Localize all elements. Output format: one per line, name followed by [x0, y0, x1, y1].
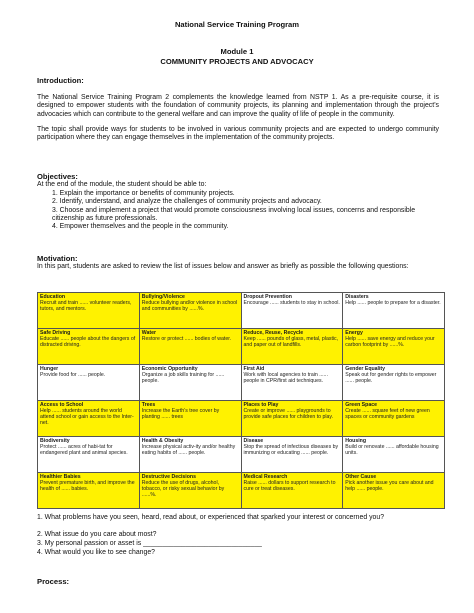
- issue-title: Medical Research: [243, 474, 288, 480]
- issue-title: Water: [141, 330, 156, 336]
- issues-row: [38, 293, 445, 329]
- question-2: 2. What issue do you care about most?: [37, 531, 157, 538]
- issue-title: Places to Play: [243, 402, 279, 408]
- introduction-paragraph-1: The National Service Training Program 2 complements the knowledge learned from NSTP 1. As a pre-requisite course, it is designed to empower students with the foundation of community projects, its planning and implementation through the project’s advocacies which can contribute to the general welfare and can improve the quality of life of people in the community.: [37, 94, 439, 118]
- objective-item: 3. Choose and implement a project that would promote consciousness involving local issues, concerns and responsible citizenship as future professionals.: [52, 206, 416, 222]
- issue-description: Increase physical activ-ity and/or healthy eating habits of ...... people.: [141, 444, 236, 457]
- issues-row: [38, 437, 445, 473]
- issue-description: Keep ...... pounds of glass, metal, plastic, and paper out of landfills.: [243, 336, 339, 349]
- issue-description: Restore or protect ...... bodies of water.: [141, 336, 232, 343]
- issue-title: Green Space: [345, 402, 377, 408]
- issue-title: Trees: [141, 402, 156, 408]
- issues-table: [37, 292, 445, 509]
- issue-description: Educate ...... people about the dangers of distracted driving.: [40, 336, 136, 349]
- issue-description: Help ...... save energy and reduce your carbon footprint by ......%.: [345, 336, 435, 349]
- issue-cell: [139, 365, 241, 401]
- issue-description: Work with local agencies to train ...... people in CPR/first aid techniques.: [243, 372, 328, 385]
- issue-description: Build or renovate ...... affordable housing units.: [345, 444, 439, 457]
- issue-description: Pick another issue you care about and help ...... people.: [345, 480, 434, 493]
- issue-cell: [241, 473, 343, 509]
- motivation-heading: Motivation:: [37, 254, 78, 263]
- module-title: COMMUNITY PROJECTS AND ADVOCACY: [160, 57, 314, 66]
- issue-title: Economic Opportunity: [141, 366, 198, 372]
- issue-cell: [343, 365, 445, 401]
- issue-cell: [343, 473, 445, 509]
- process-heading: Process:: [37, 577, 70, 586]
- issue-description: Help ...... people to prepare for a disaster.: [345, 300, 441, 307]
- issues-row: [38, 365, 445, 401]
- issue-cell: [38, 437, 140, 473]
- issue-title: Destructive Decisions: [141, 474, 196, 480]
- issue-title: Safe Driving: [40, 330, 71, 336]
- issue-title: Access to School: [40, 402, 84, 408]
- issue-cell: [241, 365, 343, 401]
- issue-cell: [38, 365, 140, 401]
- issue-cell: [343, 329, 445, 365]
- issue-description: Protect ...... acres of habi-tat for endangered plant and animal species.: [40, 444, 128, 457]
- question-4: 4. What would you like to see change?: [37, 549, 155, 556]
- issue-title: Disease: [243, 438, 264, 444]
- objectives-list: [52, 190, 432, 231]
- issue-cell: [343, 293, 445, 329]
- issue-description: Speak out for gender rights to empower ...... people.: [345, 372, 437, 385]
- issue-cell: [38, 329, 140, 365]
- issue-cell: [38, 293, 140, 329]
- issue-description: Increase the Earth’s tree cover by planting ...... trees: [141, 408, 220, 421]
- issue-cell: [139, 437, 241, 473]
- issue-title: Education: [40, 294, 66, 300]
- issue-cell: [343, 401, 445, 437]
- issue-description: Organize a job skills training for ...... people.: [141, 372, 225, 385]
- module-number: Module 1: [220, 47, 254, 56]
- issue-description: Raise ...... dollars to support research to cure or treat diseases.: [243, 480, 336, 493]
- objective-item: 4. Empower themselves and the people in the community.: [52, 223, 229, 231]
- program-title: National Service Training Program: [174, 20, 300, 29]
- issue-title: Gender Equality: [345, 366, 386, 372]
- issues-row: [38, 401, 445, 437]
- issue-description: Recruit and train ...... volunteer readers, tutors, and mentors.: [40, 300, 132, 313]
- issue-cell: [139, 329, 241, 365]
- objective-item: 1. Explain the importance or benefits of community projects.: [52, 190, 235, 197]
- issue-description: Help ...... students around the world attend school or gain access to the Inter-net.: [40, 408, 134, 427]
- issue-cell: [241, 401, 343, 437]
- issue-title: Reduce, Reuse, Recycle: [243, 330, 304, 336]
- motivation-lead: In this part, students are asked to review the list of issues below and answer as briefly as possible the following questions:: [37, 263, 409, 270]
- introduction-paragraph-2: The topic shall provide ways for students to be involved in various community projects and are expected to undergo community participation where they can engage themselves in the implementation of the community projects.: [37, 126, 439, 142]
- issue-description: Stop the spread of infectious diseases by immunizing or educating ...... people.: [243, 444, 339, 457]
- issue-description: Create ...... square feet of new green spaces or community gardens: [345, 408, 430, 421]
- issue-title: Other Cause: [345, 474, 377, 480]
- issue-title: First Aid: [243, 366, 265, 372]
- issue-description: Encourage ...... students to stay in school.: [243, 300, 340, 307]
- issue-cell: [38, 401, 140, 437]
- issue-cell: [38, 473, 140, 509]
- issue-title: Housing: [345, 438, 366, 444]
- issue-title: Disasters: [345, 294, 369, 300]
- question-1: 1. What problems have you seen, heard, read about, or experienced that sparked your interest or concerned you?: [37, 514, 385, 521]
- objective-item: 2. Identify, understand, and analyze the challenges of community projects and advocacy.: [52, 198, 322, 206]
- issue-title: Bullying/Violence: [141, 294, 185, 300]
- issue-description: Prevent premature birth, and improve the health of ...... babies.: [40, 480, 135, 493]
- issue-description: Reduce bullying and/or violence in school and communities by ......%.: [141, 300, 238, 313]
- issue-title: Healthier Babies: [40, 474, 81, 480]
- issues-row: [38, 329, 445, 365]
- issue-title: Hunger: [40, 366, 59, 372]
- issue-cell: [139, 293, 241, 329]
- issue-title: Dropout Prevention: [243, 294, 292, 300]
- issue-title: Energy: [345, 330, 363, 336]
- issue-cell: [343, 437, 445, 473]
- objectives-lead: At the end of the module, the student should be able to:: [37, 181, 207, 188]
- issue-cell: [241, 293, 343, 329]
- issue-description: Provide food for ...... people.: [40, 372, 106, 379]
- objectives-heading: Objectives:: [37, 172, 78, 181]
- issues-row: [38, 473, 445, 509]
- question-3: 3. My personal passion or asset is _______________________________: [37, 540, 262, 547]
- introduction-heading: Introduction:: [37, 76, 84, 85]
- issue-cell: [241, 329, 343, 365]
- issue-description: Create or improve ...... playgrounds to provide safe places for children to play.: [243, 408, 334, 421]
- issue-title: Health & Obesity: [141, 438, 184, 444]
- issue-cell: [139, 401, 241, 437]
- issue-cell: [139, 473, 241, 509]
- issue-title: Biodiversity: [40, 438, 70, 444]
- issue-description: Reduce the use of drugs, alcohol, tobacco, or risky sexual behavior by ......%.: [141, 480, 225, 499]
- issue-cell: [241, 437, 343, 473]
